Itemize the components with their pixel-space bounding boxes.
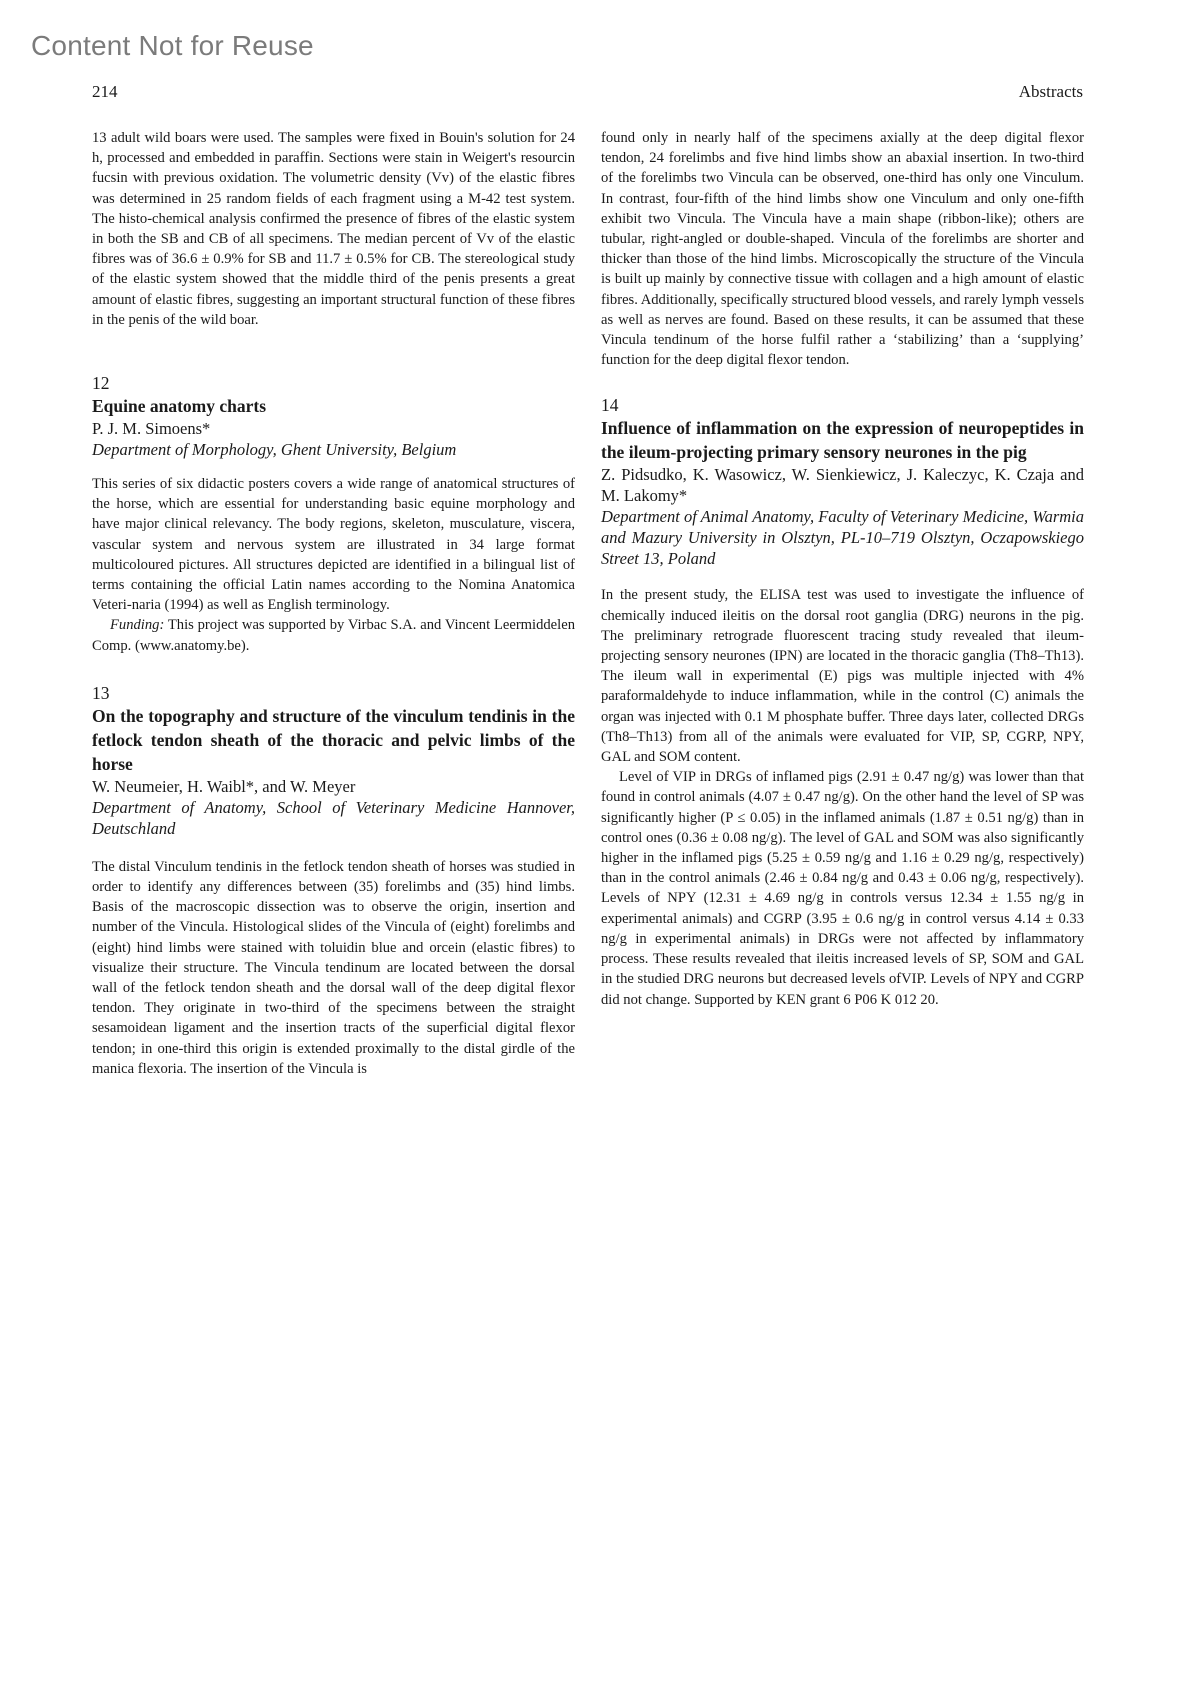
page-number: 214: [92, 82, 118, 101]
abstract-authors: Z. Pidsudko, K. Wasowicz, W. Sienkiewicz, J. Kaleczyc, K. Czaja and M. Lakomy*: [601, 465, 1084, 506]
running-head: Abstracts: [1018, 82, 1083, 101]
abstract-12: [92, 372, 575, 656]
continuation-paragraph: found only in nearly half of the specimens axially at the deep digital flexor tendon, 24 forelimbs and five hind limbs show an abaxial insertion. In two-third of the forelimbs two Vincula can be observed, one-third has only one Vinculum. In contrast, four-fifth of the hind limbs show one Vinculum and only one-fifth exhibit two Vincula. The Vincula have a main shape (ribbon-like); others are tubular, right-angled or double-shaped. Vincula of the forelimbs are shorter and thicker than those of the hind limbs. Microscopically the structure of the Vincula is built up mainly by connective tissue with collagen and a high amount of elastic fibres. Additionally, specifically structured blood vessels, and rarely lymph vessels as well as nerves are found. Based on these results, it can be assumed that these Vincula tendinum of the horse fulfil rather a ‘stabilizing’ than a ‘supplying’ function for the deep digital flexor tendon.: [601, 130, 1084, 369]
abstract-affiliation: Department of Anatomy, School of Veterinary Medicine Hannover, Deutschland: [92, 797, 575, 838]
abstract-title: Equine anatomy charts: [92, 396, 267, 417]
abstract-authors: W. Neumeier, H. Waibl*, and W. Meyer: [92, 776, 356, 796]
abstract-body: This series of six didactic posters covers a wide range of anatomical structures of the horse, which are essential for understanding basic equine morphology and have major clinical relevancy. The body regions, skeleton, musculature, viscera, vascular system and nervous system are illustrated in 34 large format multicoloured pictures. All structures depicted are identified in a bilingual list of terms containing the official Latin names according to the Nomina Anatomica Veteri-naria (1994) as well as English terminology.: [92, 476, 575, 614]
funding-label: Funding:: [110, 617, 165, 634]
continuation-paragraph: 13 adult wild boars were used. The samples were fixed in Bouin's solution for 24 h, processed and embedded in paraffin. Sections were stain in Weigert's resourcin fucsin with previous oxidation. The volumetric density (Vv) of the elastic fibres was determined in 25 random fields of each fragment using a M-42 test system. The histo-chemical analysis confirmed the presence of fibres of the elastic system in both the SB and CB of all specimens. The median percent of Vv of the elastic fibres was of 36.6 ± 0.9% for SB and 11.7 ± 0.5% for CB. The stereological study of the elastic system showed that the middle third of the penis presents a great amount of elastic fibres, suggesting an important structural function of these fibres in the penis of the wild boar.: [92, 130, 575, 328]
abstract-affiliation: Department of Animal Anatomy, Faculty of Veterinary Medicine, Warmia and Mazury University in Olsztyn, PL-10–719 Olsztyn, Oczapowskiego Street 13, Poland: [601, 507, 1084, 569]
content-notice: Content Not for Reuse: [31, 30, 314, 61]
funding-text: This project was supported by Virbac S.A. and Vincent Leermiddelen Comp. (www.anatomy.be).: [92, 617, 575, 654]
abstract-number: 14: [601, 395, 619, 416]
abstract-title: Influence of inflammation on the expression of neuropeptides in the ileum-projecting primary sensory neurones in the pig: [601, 418, 1084, 463]
right-column: [601, 128, 1084, 1010]
funding-note: [92, 615, 575, 655]
abstract-number: 12: [92, 373, 110, 394]
abstract-body: In the present study, the ELISA test was used to investigate the influence of chemically induced ileitis on the dorsal root ganglia (DRG) neurons in the pig. The preliminary retrograde fluorescent tracing study revealed that ileum-projecting sensory neurones (IPN) are located in the thoracic ganglia (Th8–Th13). The ileum wall in experimental (E) pigs was multiple injected with 4% paraformaldehyde to induce inflammation, while in the control (C) animals the organ was injected with 0.1 M phosphate buffer. Three days later, collected DRGs (Th8–Th13) from all of the animals were evaluated for VIP, SP, CGRP, NPY, GAL and SOM content.: [601, 587, 1084, 766]
abstract-body-continued: Level of VIP in DRGs of inflamed pigs (2.91 ± 0.47 ng/g) was lower than that found in control animals (4.07 ± 0.47 ng/g). On the other hand the level of SP was significantly higher (P ≤ 0.05) in the inflamed animals (1.87 ± 0.51 ng/g) than in control ones (0.36 ± 0.08 ng/g). The level of GAL and SOM was also significantly higher in the inflamed pigs (5.25 ± 0.59 ng/g and 1.16 ± 0.29 ng/g, respectively) than in the control animals (2.46 ± 0.84 ng/g and 0.43 ± 0.06 ng/g, respectively). Levels of NPY (12.31 ± 4.69 ng/g in controls versus 12.34 ± 1.55 ng/g in experimental animals) and CGRP (3.95 ± 0.6 ng/g in control versus 4.14 ± 0.33 ng/g in experimental animals) in DRGs were not affected by inflammatory process. These results revealed that ileitis increased levels of SP, SOM and GAL in the studied DRG neurons but decreased levels ofVIP. Levels of NPY and CGRP did not change. Supported by KEN grant 6 P06 K 012 20.: [601, 769, 1084, 1008]
abstract-number: 13: [92, 682, 110, 703]
abstract-14: [601, 394, 1084, 1009]
abstract-title: On the topography and structure of the vinculum tendinis in the fetlock tendon sheath of the thoracic and pelvic limbs of the horse: [92, 705, 575, 774]
abstract-affiliation: Department of Morphology, Ghent University, Belgium: [92, 440, 457, 460]
abstract-body: The distal Vinculum tendinis in the fetlock tendon sheath of horses was studied in order to identify any differences between (35) forelimbs and (35) hind limbs. Basis of the macroscopic dissection was to observe the origin, insertion and number of the Vincula. Histological slides of the Vincula of (eight) forelimbs and (eight) hind limbs were stained with toluidin blue and orcein (elastic fibres) to visualize their structure. The Vincula tendinum are located between the dorsal wall of the fetlock tendon sheath and the dorsal wall of the deep digital flexor tendon. They originate in two-third of the specimens between the straight sesamoidean ligament and the insertion tracts of the superficial digital flexor tendon; in one-third this origin is extended proximally to the distal girdle of the manica flexoria. The insertion of the Vincula is: [92, 858, 575, 1077]
abstract-13: [92, 682, 575, 1079]
left-column: [92, 128, 575, 1079]
abstract-authors: P. J. M. Simoens*: [92, 419, 211, 439]
